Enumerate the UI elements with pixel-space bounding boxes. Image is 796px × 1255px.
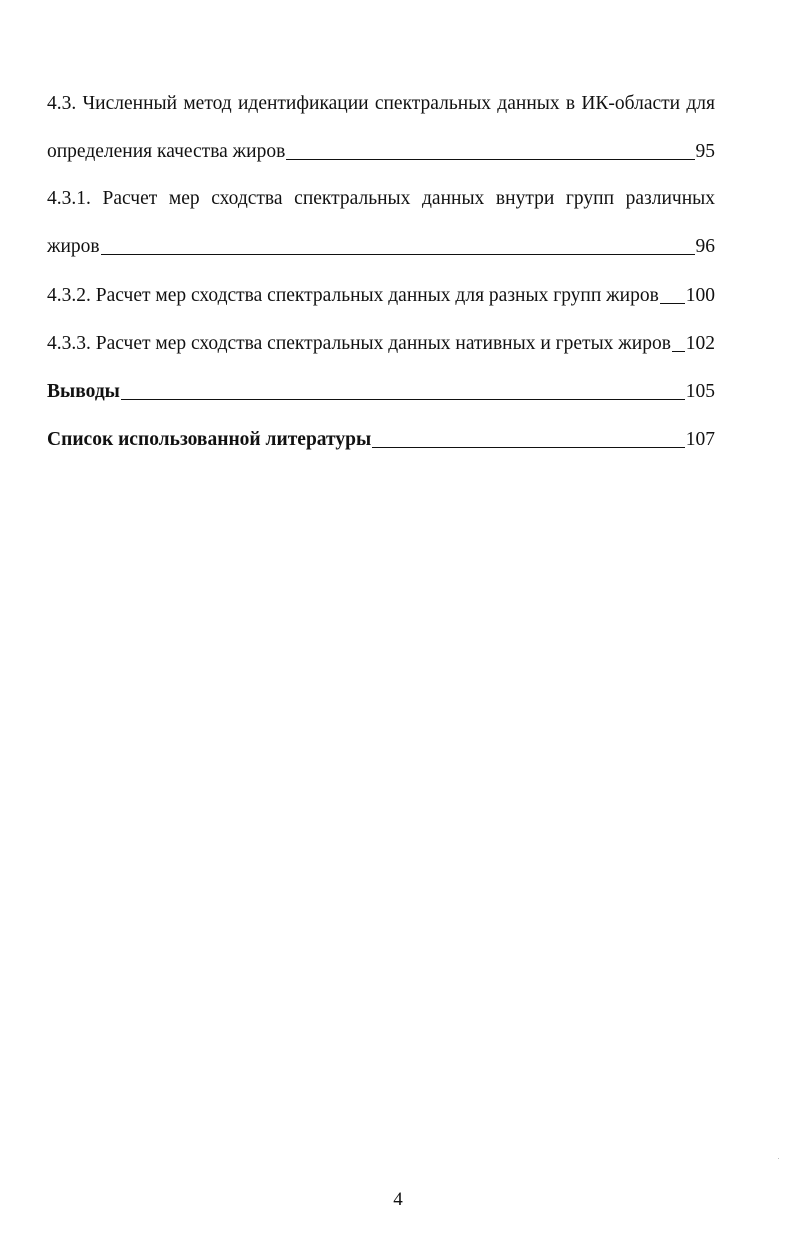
toc-entry-references xyxy=(47,427,715,453)
toc-entry-title: 4.3.3. Расчет мер сходства спектральных данных нативных и гретых жиров xyxy=(47,333,671,354)
leader-line xyxy=(121,399,685,400)
toc-entry-title: 4.3.2. Расчет мер сходства спектральных данных для разных групп жиров xyxy=(47,285,659,306)
leader-line xyxy=(672,351,685,352)
toc-entry-4-3-3 xyxy=(47,331,715,357)
toc-entry-4-3-1-line1: 4.3.1. Расчет мер сходства спектральных данных внутри групп различных xyxy=(47,188,715,209)
toc-page-number: 100 xyxy=(685,285,715,306)
toc-page-number: 105 xyxy=(685,381,715,402)
toc-page-number: 102 xyxy=(685,333,715,354)
leader-line xyxy=(286,159,694,160)
toc-entry-title: определения качества жиров xyxy=(47,141,286,162)
toc-entry-title: Выводы xyxy=(47,381,120,402)
toc-entry-4-3-1-line2 xyxy=(47,234,715,260)
toc-entry-title: Список использованной литературы xyxy=(47,429,372,450)
scan-speck xyxy=(778,1158,779,1159)
toc-page-number: 96 xyxy=(695,236,715,257)
toc-page-number: 107 xyxy=(685,429,715,450)
page-number: 4 xyxy=(393,1189,403,1210)
toc-entry-4-3-line1: 4.3. Численный метод идентификации спектральных данных в ИК-области для xyxy=(47,93,715,114)
toc-page-number: 95 xyxy=(695,141,715,162)
leader-line xyxy=(660,303,685,304)
leader-line xyxy=(372,447,685,448)
toc-entry-title: жиров xyxy=(47,236,100,257)
toc-entry-4-3-line2 xyxy=(47,139,715,165)
leader-line xyxy=(101,254,695,255)
toc-entry-conclusions xyxy=(47,379,715,405)
toc-entry-4-3-2 xyxy=(47,283,715,309)
